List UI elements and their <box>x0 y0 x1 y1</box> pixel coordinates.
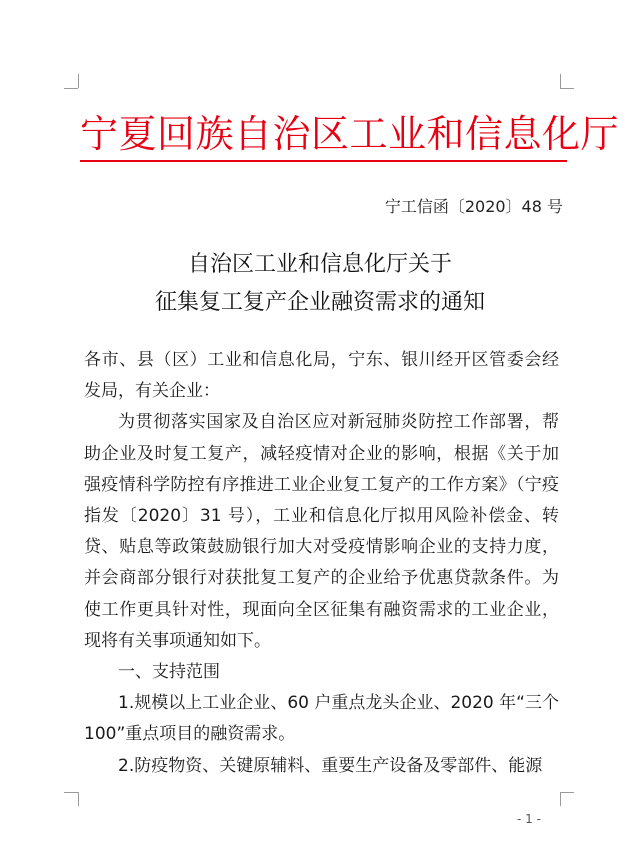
crop-mark-bottom-right-v <box>560 792 561 806</box>
paragraph-1: 为贯彻落实国家及自治区应对新冠肺炎防控工作部署，帮助企业及时复工复产，减轻疫情对企业的影响，根据《关于加强疫情科学防控有序推进工业企业复工复产的工作方案》（宁疫指发〔2020〕31 号），工业和信息化厅拟用风险补偿金、转贷、贴息等政策鼓励银行加大对受疫情影响企业的支持力度，并会商部分银行对获批复工复产的企业给予优惠贷款条件。为使工作更具针对性，现面向全区征集有融资需求的工业企业，现将有关事项通知如下。 <box>84 412 559 651</box>
crop-mark-top-left-v <box>78 74 79 88</box>
crop-mark-bottom-left-v <box>78 792 79 806</box>
section-heading-1: 一、支持范围 <box>118 662 220 683</box>
page-number: - 1 - <box>517 812 541 826</box>
crop-mark-top-right-h <box>560 88 574 89</box>
notice-title-line-1: 自治区工业和信息化厅关于 <box>187 252 452 277</box>
crop-mark-top-right-v <box>560 74 561 88</box>
document-body <box>84 345 559 782</box>
list-item-1: 1.规模以上工业企业、60 户重点龙头企业、2020 年“三个 100”重点项目的融资需求。 <box>84 693 559 745</box>
list-item-2: 2.防疫物资、关键原辅料、重要生产设备及零部件、能源 <box>118 755 543 776</box>
crop-mark-bottom-left-h <box>64 792 78 793</box>
addressee: 各市、县（区）工业和信息化局，宁东、银川经开区管委会经发局，有关企业： <box>84 350 559 402</box>
issuing-agency-header: 宁夏回族自治区工业和信息化厅 <box>80 112 620 156</box>
crop-mark-top-left-h <box>64 88 78 89</box>
document-number: 宁工信函〔2020〕48 号 <box>384 197 563 216</box>
header-red-rule <box>80 160 567 162</box>
notice-title-line-2: 征集复工复产企业融资需求的通知 <box>154 290 485 315</box>
crop-mark-bottom-right-h <box>560 792 574 793</box>
